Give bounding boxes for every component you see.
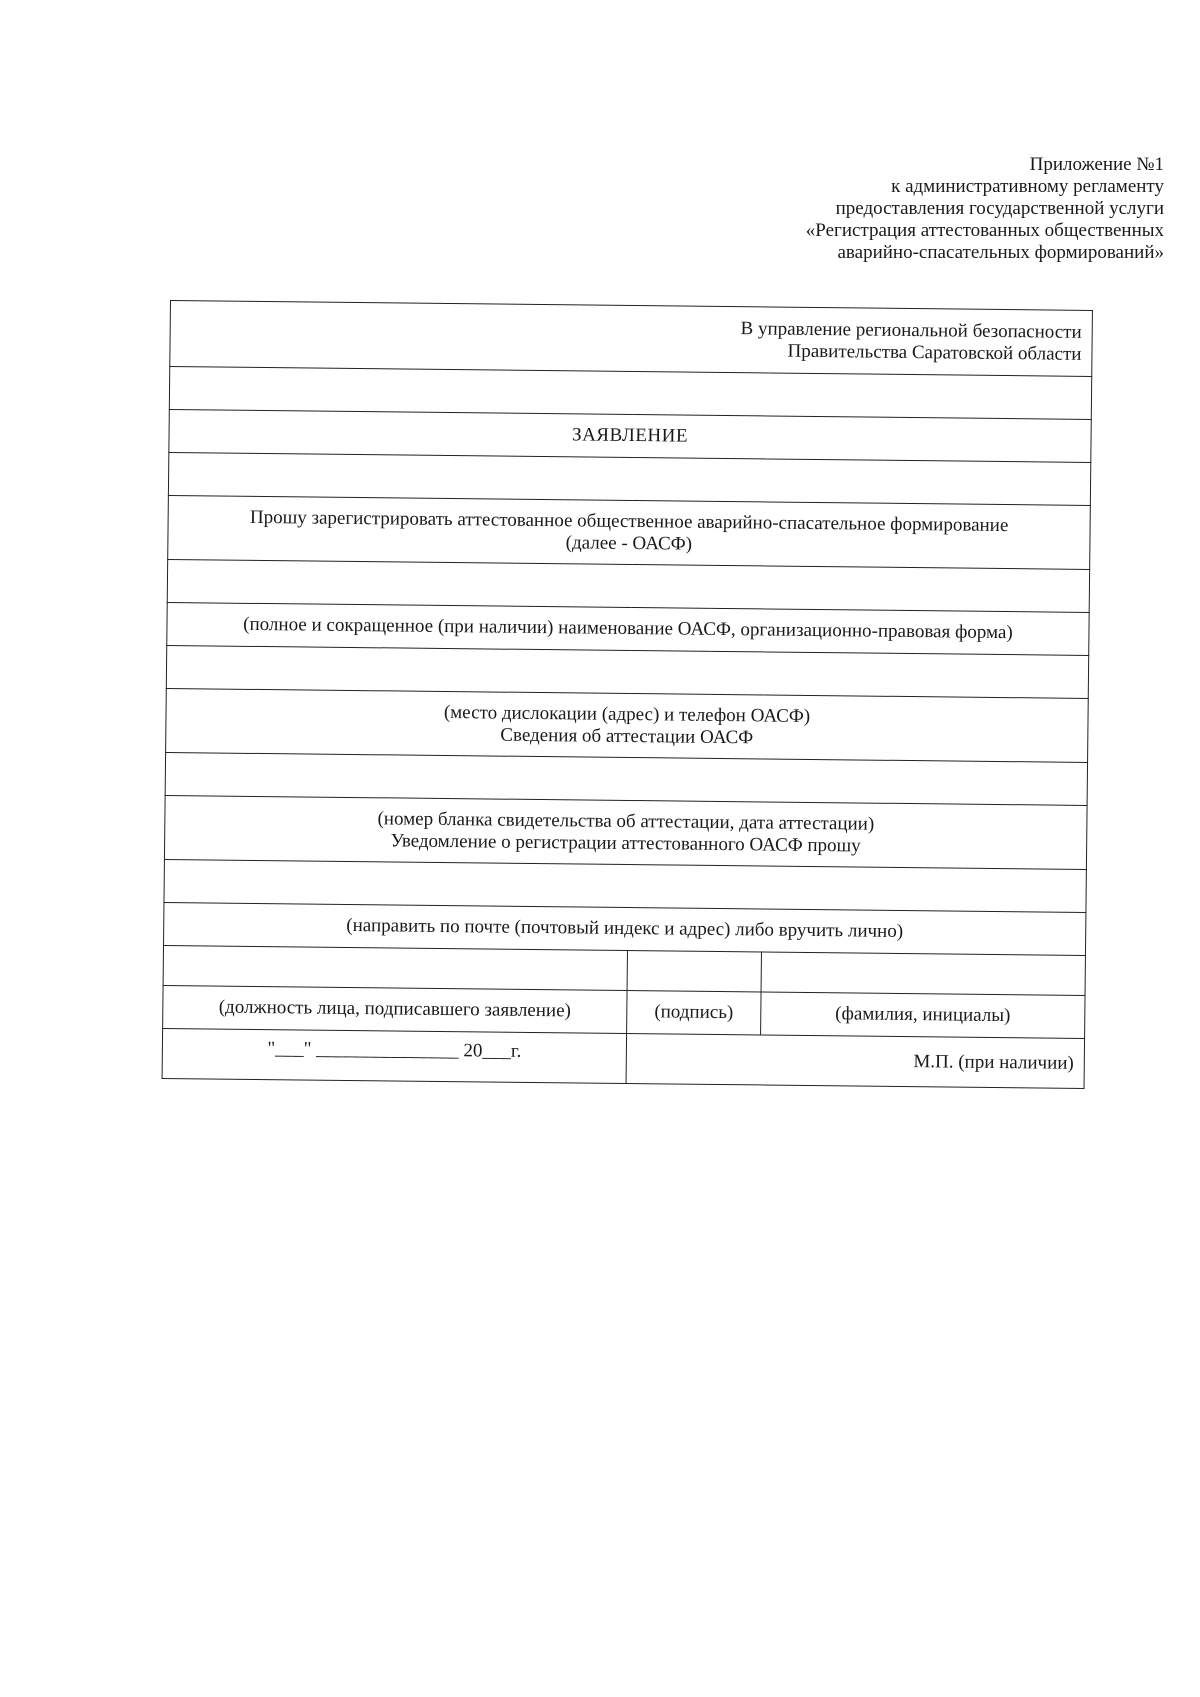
appendix-line: к административному регламенту: [891, 176, 1164, 197]
attestation-heading: Сведения об аттестации ОАСФ: [500, 724, 754, 748]
request-line: Прошу зарегистрировать аттестованное общественное аварийно-спасательное формирование: [249, 506, 1009, 536]
attestation-caption: (номер бланка свидетельства об аттестации, дата аттестации): [377, 807, 875, 835]
appendix-line: Приложение №1: [1029, 154, 1164, 175]
name-initials-caption: (фамилия, инициалы): [761, 992, 1085, 1039]
stamp-caption: М.П. (при наличии): [626, 1033, 1085, 1088]
addressee-line: В управление региональной безопасности: [740, 317, 1082, 343]
position-caption: (должность лица, подписавшего заявление): [163, 985, 627, 1033]
notification-heading: Уведомление о регистрации аттестованного ОАСФ прошу: [390, 829, 861, 857]
appendix-header: [564, 154, 1164, 264]
appendix-line: предоставления государственной услуги: [835, 198, 1164, 219]
request-line: (далее - ОАСФ): [565, 531, 693, 555]
location-caption-cell: [166, 688, 1089, 762]
addressee-line: Правительства Саратовской области: [787, 340, 1082, 365]
application-form-table: [162, 300, 1093, 1089]
request-cell: [168, 495, 1091, 569]
form-title: ЗАЯВЛЕНИЕ: [169, 409, 1091, 462]
delivery-caption: (направить по почте (почтовый индекс и адрес) либо вручить лично): [164, 902, 1086, 955]
date-line[interactable]: "___" _______________ 20___г.: [162, 1028, 627, 1083]
addressee-cell: [170, 301, 1093, 377]
appendix-line: аварийно-спасательных формирований»: [837, 242, 1164, 263]
position-field[interactable]: [163, 945, 627, 990]
oasf-name-caption: (полное и сокращенное (при наличии) наименование ОАСФ, организационно-правовая форма): [167, 602, 1089, 655]
application-form: [162, 300, 1092, 1089]
signature-field[interactable]: [627, 950, 761, 991]
appendix-line: «Регистрация аттестованных общественных: [805, 220, 1164, 241]
name-initials-field[interactable]: [761, 952, 1085, 996]
signature-caption: (подпись): [627, 990, 761, 1034]
attestation-caption-cell: [164, 795, 1087, 869]
location-caption: (место дислокации (адрес) и телефон ОАСФ): [443, 701, 811, 727]
